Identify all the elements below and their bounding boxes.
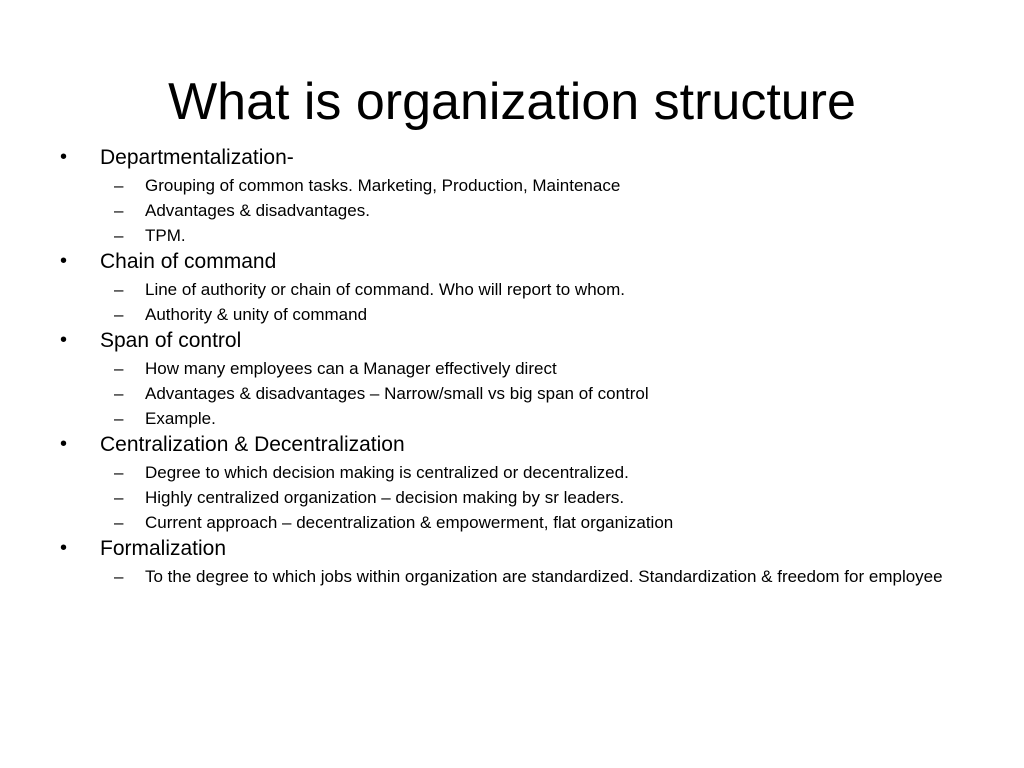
sub-bullet-text: Current approach – decentralization & empowerment, flat organization (145, 513, 674, 532)
sub-bullet-list (60, 176, 960, 246)
dash-marker-icon: – (114, 305, 124, 324)
sub-bullet-text: Authority & unity of command (145, 305, 368, 324)
bullet-item (60, 535, 960, 562)
sub-bullet-text: How many employees can a Manager effectively direct (145, 359, 557, 378)
sub-bullet-list (60, 567, 960, 587)
sub-bullet-item (60, 176, 960, 196)
bullet-marker-icon: • (60, 433, 68, 455)
bullet-section (60, 327, 960, 429)
dash-marker-icon: – (114, 513, 124, 532)
dash-marker-icon: – (114, 201, 124, 220)
bullet-heading: Formalization (100, 537, 227, 560)
sub-bullet-item (60, 488, 960, 508)
bullet-heading: Chain of command (100, 250, 277, 273)
sub-bullet-text: Advantages & disadvantages – Narrow/small vs big span of control (145, 384, 649, 403)
sub-bullet-text: Line of authority or chain of command. Who will report to whom. (145, 280, 625, 299)
bullet-item (60, 144, 960, 171)
sub-bullet-item (60, 201, 960, 221)
dash-marker-icon: – (114, 567, 124, 586)
bullet-heading: Span of control (100, 329, 242, 352)
bullet-marker-icon: • (60, 250, 68, 272)
sub-bullet-item (60, 567, 960, 587)
sub-bullet-item (60, 384, 960, 404)
sub-bullet-list (60, 359, 960, 429)
dash-marker-icon: – (114, 280, 124, 299)
dash-marker-icon: – (114, 463, 124, 482)
sub-bullet-list (60, 463, 960, 533)
dash-marker-icon: – (114, 226, 124, 245)
bullet-marker-icon: • (60, 146, 68, 168)
bullet-section (60, 144, 960, 246)
bullet-item (60, 431, 960, 458)
bullet-heading: Centralization & Decentralization (100, 433, 405, 456)
sub-bullet-list (60, 280, 960, 325)
bullet-marker-icon: • (60, 537, 68, 559)
bullet-section (60, 248, 960, 325)
sub-bullet-text: To the degree to which jobs within organization are standardized. Standardization & freedom for employee (145, 567, 943, 586)
sub-bullet-item (60, 226, 960, 246)
dash-marker-icon: – (114, 384, 124, 403)
bullet-heading: Departmentalization- (100, 146, 294, 169)
sub-bullet-text: Advantages & disadvantages. (145, 201, 370, 220)
sub-bullet-item (60, 280, 960, 300)
dash-marker-icon: – (114, 488, 124, 507)
sub-bullet-item (60, 463, 960, 483)
dash-marker-icon: – (114, 409, 124, 428)
slide-title: What is organization structure (168, 73, 856, 131)
sub-bullet-text: Example. (145, 409, 216, 428)
bullet-marker-icon: • (60, 329, 68, 351)
bullet-section (60, 431, 960, 533)
sub-bullet-text: Highly centralized organization – decision making by sr leaders. (145, 488, 625, 507)
sub-bullet-text: Degree to which decision making is centralized or decentralized. (145, 463, 629, 482)
bullet-section (60, 535, 960, 587)
sub-bullet-item (60, 513, 960, 533)
sub-bullet-item (60, 305, 960, 325)
bullet-list (60, 144, 960, 589)
bullet-item (60, 248, 960, 275)
sub-bullet-item (60, 409, 960, 429)
sub-bullet-item (60, 359, 960, 379)
sub-bullet-text: TPM. (145, 226, 186, 245)
bullet-item (60, 327, 960, 354)
dash-marker-icon: – (114, 176, 124, 195)
sub-bullet-text: Grouping of common tasks. Marketing, Production, Maintenace (145, 176, 621, 195)
dash-marker-icon: – (114, 359, 124, 378)
